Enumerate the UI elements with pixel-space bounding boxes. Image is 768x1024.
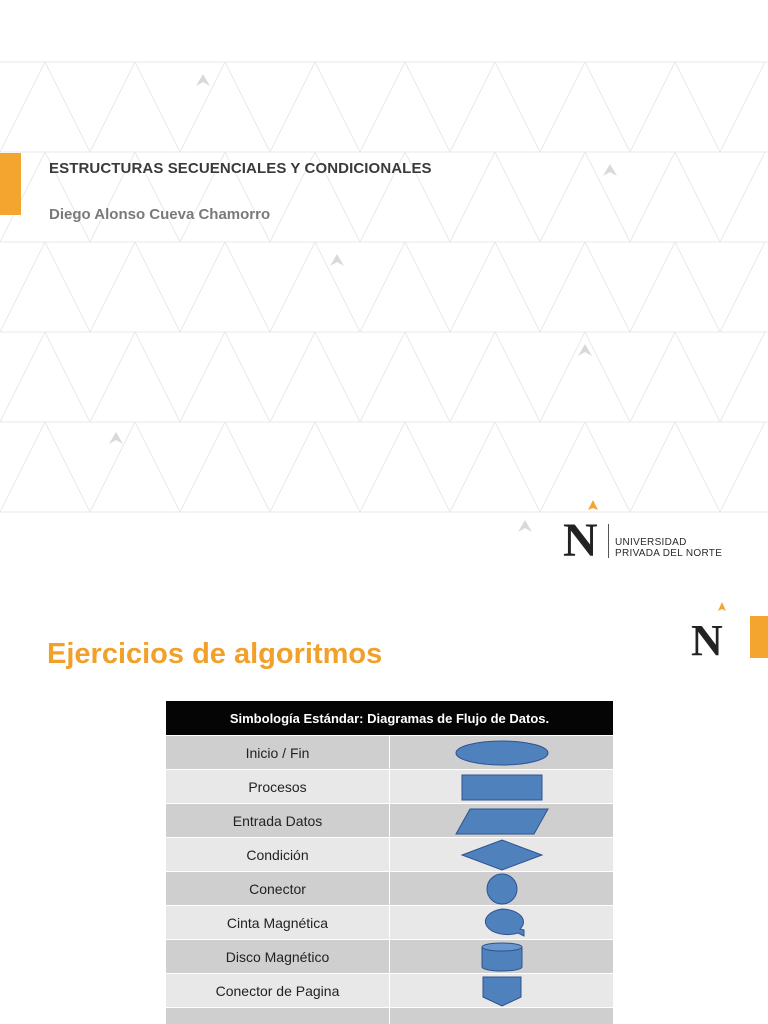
symbol-label: Conector xyxy=(166,872,390,906)
diamond-shape-icon xyxy=(452,839,552,871)
presentation-title: ESTRUCTURAS SECUENCIALES Y CONDICIONALES xyxy=(49,160,432,177)
content-slide xyxy=(0,576,768,1024)
table-row xyxy=(166,770,614,804)
cylinder-shape-icon xyxy=(452,941,552,973)
table-row xyxy=(166,804,614,838)
symbol-label: Cinta Magnética xyxy=(166,906,390,940)
table-row xyxy=(166,940,614,974)
logo-text-line1: UNIVERSIDAD xyxy=(615,537,687,548)
logo-divider xyxy=(608,524,609,558)
table-header: Simbología Estándar: Diagramas de Flujo de Datos. xyxy=(166,701,614,736)
accent-bar xyxy=(750,616,768,658)
svg-text:N: N xyxy=(563,514,598,562)
svg-text:N: N xyxy=(691,616,723,661)
symbol-label: Procesos xyxy=(166,770,390,804)
offpage-connector-shape-icon xyxy=(452,975,552,1007)
table-row xyxy=(166,906,614,940)
university-logo xyxy=(560,498,760,562)
ellipse-shape-icon xyxy=(452,738,552,768)
circle-shape-icon xyxy=(452,873,552,905)
table-row xyxy=(166,974,614,1008)
tape-shape-icon xyxy=(452,907,552,939)
symbol-label: Entrada Datos xyxy=(166,804,390,838)
symbol-label: Condición xyxy=(166,838,390,872)
symbol-label: Inicio / Fin xyxy=(166,736,390,770)
upn-n-icon xyxy=(690,601,730,661)
table-row xyxy=(166,872,614,906)
accent-bar xyxy=(0,153,21,215)
author-name: Diego Alonso Cueva Chamorro xyxy=(49,206,271,223)
slide-heading: Ejercicios de algoritmos xyxy=(47,638,383,670)
flowchart-symbols-table xyxy=(165,700,614,1024)
symbol-label: Disco Magnético xyxy=(166,940,390,974)
upn-n-icon xyxy=(560,498,606,562)
symbol-label: Conector de Pagina xyxy=(166,974,390,1008)
logo-text-line2: PRIVADA DEL NORTE xyxy=(615,548,723,559)
rectangle-shape-icon xyxy=(452,772,552,802)
table-row xyxy=(166,838,614,872)
table-row xyxy=(166,736,614,770)
parallelogram-shape-icon xyxy=(452,806,552,836)
table-row xyxy=(166,1008,614,1024)
